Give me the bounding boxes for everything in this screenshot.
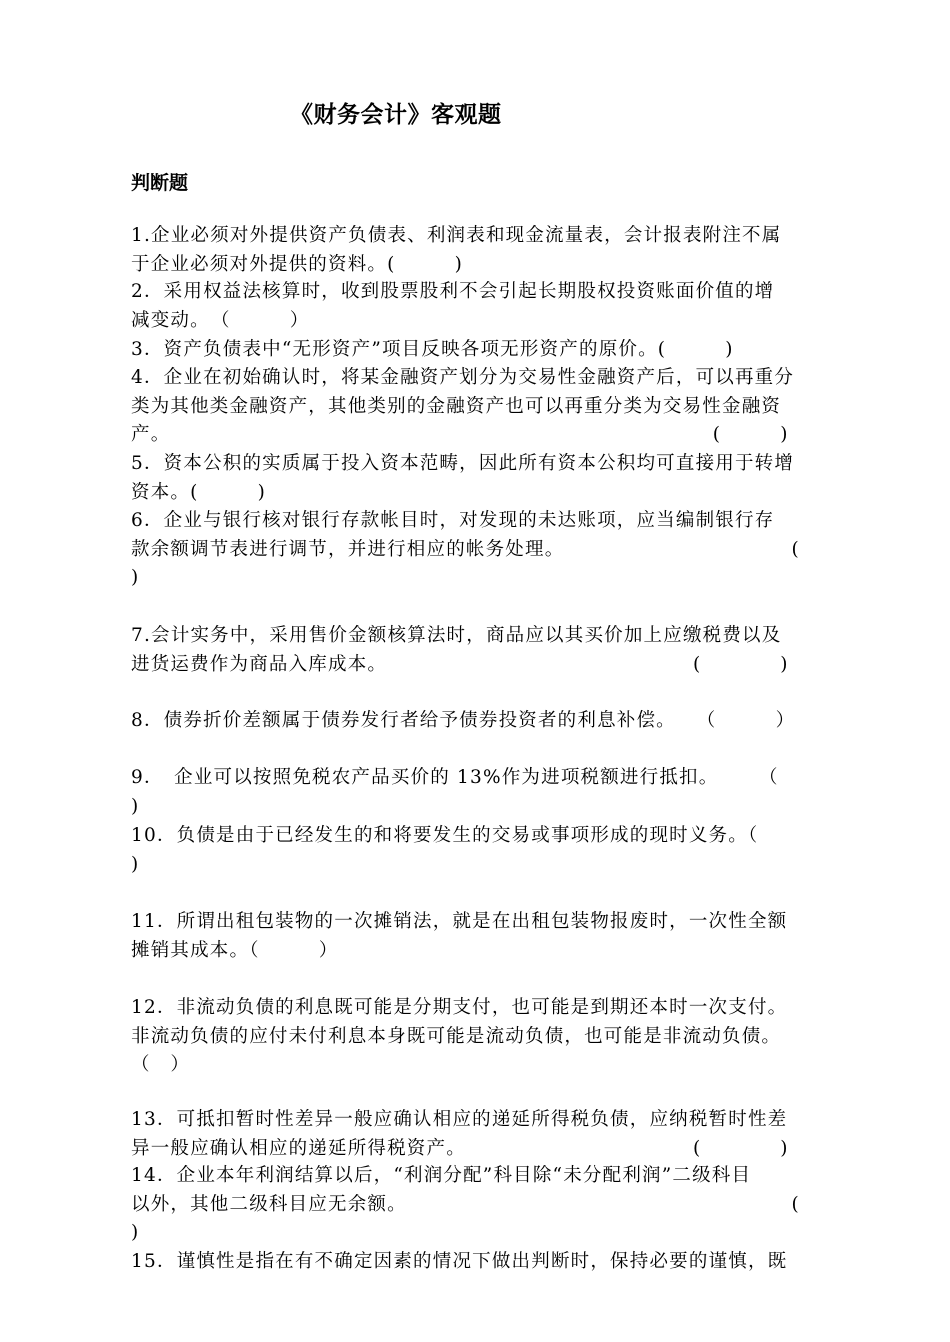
question-line: 12．非流动负债的利息既可能是分期支付，也可能是到期还本时一次支付。 xyxy=(131,997,788,1018)
question-line: （ ） xyxy=(131,1054,191,1075)
question-line: 9． 企业可以按照免税农产品买价的 13%作为进项税额进行抵扣。 （ xyxy=(131,767,779,788)
question-line: 8．债券折价差额属于债券发行者给予债券投资者的利息补偿。 （ ） xyxy=(131,710,796,731)
question-line: 产。 ( ) xyxy=(131,424,789,445)
question-item xyxy=(131,364,871,450)
question-line: 6．企业与银行核对银行存款帐目时，对发现的未达账项，应当编制银行存 xyxy=(131,510,775,531)
question-item xyxy=(131,222,871,279)
question-line: 摊销其成本。（ ） xyxy=(131,939,339,961)
question-line: 2．采用权益法核算时，收到股票股利不会引起长期股权投资账面价值的增 xyxy=(131,281,775,302)
question-line: 于企业必须对外提供的资料。( ) xyxy=(131,253,464,275)
question-line: 款余额调节表进行调节，并进行相应的帐务处理。 ( xyxy=(131,538,800,560)
question-line: 4．企业在初始确认时，将某金融资产划分为交易性金融资产后，可以再重分 xyxy=(131,367,795,388)
question-item xyxy=(131,1162,871,1248)
question-line: 资本。( ) xyxy=(131,481,267,503)
question-line: ) xyxy=(131,1222,140,1243)
question-item xyxy=(131,707,871,736)
question-item xyxy=(131,1106,871,1163)
question-item xyxy=(131,278,871,335)
section-heading: 判断题 xyxy=(131,172,189,194)
question-line: 非流动负债的应付未付利息本身既可能是流动负债，也可能是非流动负债。 xyxy=(131,1025,782,1047)
question-line: 11．所谓出租包装物的一次摊销法，就是在出租包装物报废时，一次性全额 xyxy=(131,911,788,932)
question-line: 减变动。 （ ） xyxy=(131,309,310,331)
question-item xyxy=(131,1248,871,1277)
question-line: 以外，其他二级科目应无余额。 ( xyxy=(131,1193,800,1215)
question-line: 14．企业本年利润结算以后，“利润分配”科目除“未分配利润”二级科目 xyxy=(131,1165,752,1186)
question-line: 5．资本公积的实质属于投入资本范畴，因此所有资本公积均可直接用于转增 xyxy=(131,453,795,474)
question-item xyxy=(131,908,871,965)
question-item xyxy=(131,450,871,507)
question-line: ) xyxy=(131,795,140,817)
question-line: 1.企业必须对外提供资产负债表、利润表和现金流量表，会计报表附注不属 xyxy=(131,225,782,246)
question-line: 10．负债是由于已经发生的和将要发生的交易或事项形成的现时义务。（ xyxy=(131,825,759,846)
question-item xyxy=(131,994,871,1080)
question-line: 13．可抵扣暂时性差异一般应确认相应的递延所得税负债，应纳税暂时性差 xyxy=(131,1109,788,1130)
question-item xyxy=(131,622,871,679)
document-title: 《财务会计》客观题 xyxy=(290,102,502,128)
question-item xyxy=(131,764,871,821)
question-line: 3．资产负债表中“无形资产”项目反映各项无形资产的原价。( ) xyxy=(131,339,734,360)
question-line: 异一般应确认相应的递延所得税资产。 ( ) xyxy=(131,1137,789,1159)
question-item xyxy=(131,507,871,593)
question-line: 类为其他类金融资产，其他类别的金融资产也可以再重分类为交易性金融资 xyxy=(131,395,782,417)
question-line: ) xyxy=(131,567,140,588)
question-line: 15．谨慎性是指在有不确定因素的情况下做出判断时，保持必要的谨慎，既 xyxy=(131,1251,788,1272)
question-item xyxy=(131,336,871,365)
question-item xyxy=(131,822,871,879)
question-line: 7.会计实务中，采用售价金额核算法时，商品应以其买价加上应缴税费以及 xyxy=(131,625,782,646)
question-line: ) xyxy=(131,853,140,875)
question-line: 进货运费作为商品入库成本。 ( ) xyxy=(131,653,789,675)
